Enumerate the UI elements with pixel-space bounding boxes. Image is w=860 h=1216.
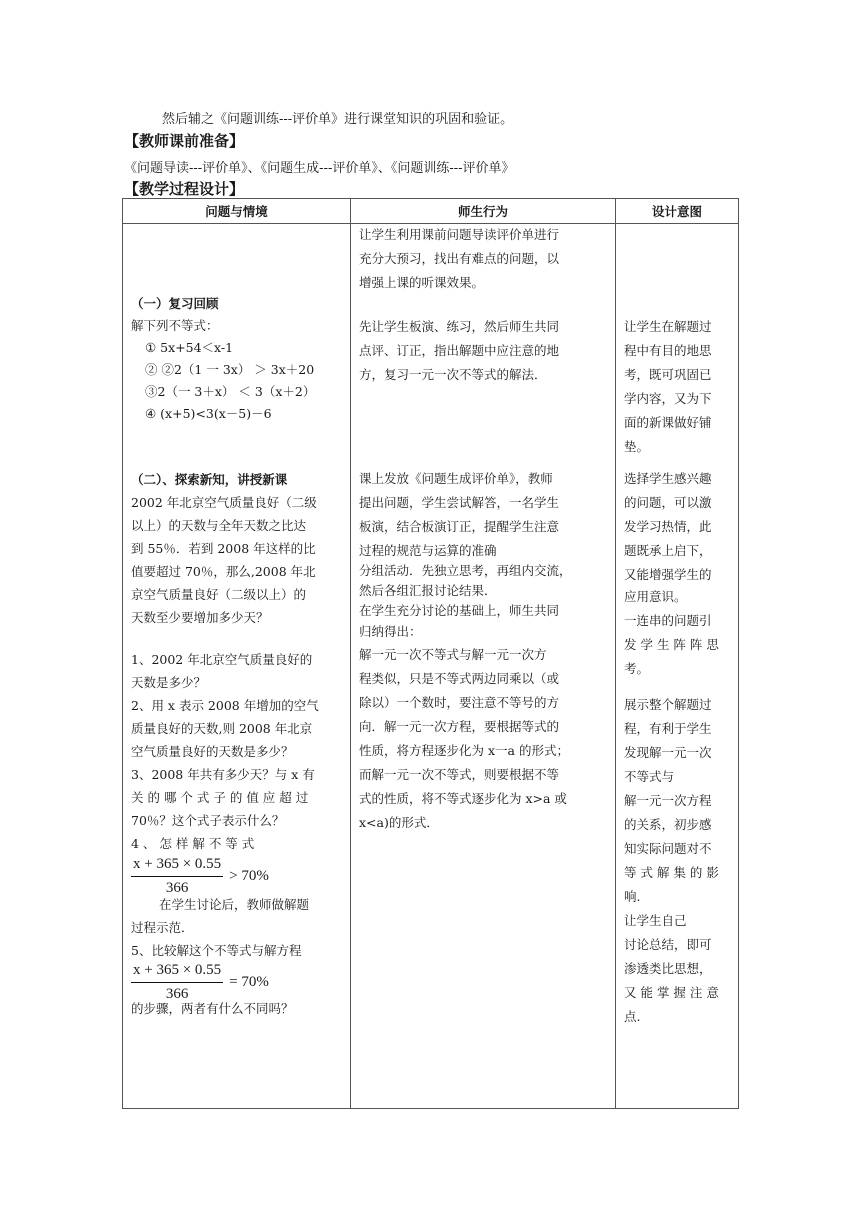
text-line: 然后各组汇报讨论结果．	[359, 583, 497, 598]
text-line: 提出问题，学生尝试解答，一名学生	[359, 495, 560, 510]
text-line: 性质，将方程逐步化为 x一a 的形式；	[359, 743, 569, 758]
text-line: 不等式与	[624, 769, 675, 784]
lesson-design-table	[122, 198, 739, 1109]
section-review-title: （一）复习回顾	[131, 296, 219, 311]
text-line: 让学生在解题过	[624, 319, 712, 334]
text-line: 发现解一元一次	[624, 745, 712, 760]
text-line: 质量良好的天数,则 2008 年北京	[131, 721, 313, 736]
text-line: 向．解一元一次方程，要根据等式的	[359, 719, 560, 734]
inequality-3: ③2（一 3＋x） ＜ 3（x＋2）	[145, 384, 316, 399]
text-line: 以上）的天数与全年天数之比达	[131, 518, 307, 533]
question-2: 2、用 x 表示 2008 年增加的空气	[131, 698, 319, 713]
text-line: 发学习热情，此	[624, 519, 712, 534]
question-1: 1、2002 年北京空气质量良好的	[131, 652, 313, 667]
text-line: 充分大预习，找出有难点的问题，以	[359, 251, 560, 266]
text-line: 学内容，又为下	[624, 391, 712, 406]
text-line: 面的新课做好铺	[624, 415, 712, 430]
text-line: 的问题，可以激	[624, 495, 712, 510]
text-line: 在学生讨论后，教师做解题	[159, 897, 310, 912]
text-line: 2002 年北京空气质量良好（二级	[131, 495, 317, 510]
text-line: 让学生利用课前问题导读评价单进行	[359, 227, 560, 242]
header-design-intent: 设计意图	[616, 199, 739, 224]
text-line: 天数是多少？	[131, 675, 207, 690]
text-line: 式的性质，将不等式逐步化为 x>a 或	[359, 791, 567, 806]
inequality-1: ① 5x+54＜x-1	[145, 340, 234, 355]
text-line: 天数至少要增加多少天？	[131, 610, 269, 625]
heading-process-design: 【教学过程设计】	[124, 180, 245, 198]
text-line: 选择学生感兴趣	[624, 471, 712, 486]
intro-paragraph: 然后辅之《问题训练---评价单》进行课堂知识的巩固和验证。	[162, 112, 514, 127]
text-line: 考，既可巩固已	[624, 367, 712, 382]
text-line: 分组活动．先独立思考，再组内交流，	[359, 563, 572, 578]
header-problem-situation: 问题与情境	[123, 199, 351, 224]
text-line: 考。	[624, 661, 650, 676]
text-line: 京空气质量良好（二级以上）的	[131, 587, 307, 602]
formula-numerator: + 365 × 0.55	[140, 856, 222, 872]
text-line: 展示整个解题过	[624, 697, 712, 712]
formula-variable: x	[133, 856, 141, 872]
text-line: 点评、订正，指出解题中应注意的地	[359, 343, 560, 358]
question-3: 3、2008 年共有多少天？与 x 有	[131, 767, 315, 782]
text-line: 点.	[624, 1009, 641, 1024]
cell-teacher-student-behavior	[351, 224, 616, 1109]
text-line: 垫。	[624, 439, 650, 454]
text-line: 解下列不等式：	[131, 318, 219, 333]
equation-formula	[131, 962, 269, 1003]
text-line: 方，复习一元一次不等式的解法．	[359, 367, 547, 382]
text-line: 课上发放《问题生成评价单》，教师	[359, 471, 553, 486]
text-line: 除以）一个数时，要注意不等号的方	[359, 695, 560, 710]
question-4: 4 、 怎 样 解 不 等 式	[131, 836, 255, 851]
inequality-2: ② ②2（1 一 3x） ＞ 3x＋20	[145, 362, 315, 377]
text-line: 值要超过 70％，那么,2008 年北	[131, 564, 316, 579]
text-line: 渗透类比思想，	[624, 961, 712, 976]
text-line: 过程的规范与运算的准确	[359, 543, 497, 558]
text-line: 解一元一次方程	[624, 793, 712, 808]
heading-teacher-prep: 【教师课前准备】	[124, 132, 245, 150]
text-line: 又 能 掌 握 注 意	[624, 985, 719, 1000]
text-line: 关 的 哪 个 式 子 的 值 应 超 过	[131, 790, 309, 805]
formula-denominator: 366	[165, 880, 189, 896]
text-line: 等 式 解 集 的 影	[624, 865, 719, 880]
text-line: 的步骤，两者有什么不同吗？	[131, 1001, 294, 1016]
question-5: 5、比较解这个不等式与解方程	[131, 943, 302, 958]
formula-denominator: 366	[165, 986, 189, 1002]
text-line: 先让学生板演、练习，然后师生共同	[359, 319, 560, 334]
text-line: 讨论总结，即可	[624, 937, 712, 952]
text-line: 程，有利于学生	[624, 721, 712, 736]
text-line: 的关系，初步感	[624, 817, 712, 832]
text-line: 题既承上启下，	[624, 543, 712, 558]
text-line: 70％？这个式子表示什么？	[131, 813, 285, 828]
text-line: 程中有目的地思	[624, 343, 712, 358]
text-line: 解一元一次不等式与解一元一次方	[359, 647, 547, 662]
cell-design-intent	[616, 224, 739, 1109]
text-line: 在学生充分讨论的基础上，师生共同	[359, 603, 560, 618]
text-line: 增强上课的听课效果。	[359, 275, 485, 290]
text-line: 知实际问题对不	[624, 841, 712, 856]
text-line: 又能增强学生的	[624, 567, 712, 582]
text-line: 而解一元一次不等式，则要根据不等	[359, 767, 560, 782]
formula-numerator: + 365 × 0.55	[140, 962, 222, 978]
formula-variable: x	[133, 962, 141, 978]
text-line: 空气质量良好的天数是多少？	[131, 744, 294, 759]
prep-materials-line: 《问题导读---评价单》、《问题生成---评价单》、《问题训练---评价单》	[124, 161, 515, 176]
text-line: 让学生自己	[624, 913, 687, 928]
inequality-4: ④ (x+5)<3(x－5)－6	[145, 406, 272, 421]
inequality-formula	[131, 856, 269, 897]
text-line: 到 55％．若到 2008 年这样的比	[131, 541, 316, 556]
text-line: 归纳得出：	[359, 624, 422, 639]
text-line: 板演，结合板演订正，提醒学生注意	[359, 519, 560, 534]
text-line: 过程示范．	[131, 920, 194, 935]
formula-relation: = 70%	[229, 974, 269, 990]
text-line: 应用意识。	[624, 589, 687, 604]
text-line: 一连串的问题引	[624, 613, 712, 628]
text-line: 发 学 生 阵 阵 思	[624, 637, 719, 652]
text-line: 响.	[624, 889, 641, 904]
text-line: 程类似，只是不等式两边同乘以（或	[359, 671, 560, 686]
cell-problem-situation	[123, 224, 351, 1109]
text-line: x<a)的形式．	[359, 815, 439, 830]
formula-relation: > 70%	[229, 868, 269, 884]
header-teacher-student-behavior: 师生行为	[351, 199, 616, 224]
section-explore-title: （二）、探索新知，讲授新课	[131, 472, 288, 487]
